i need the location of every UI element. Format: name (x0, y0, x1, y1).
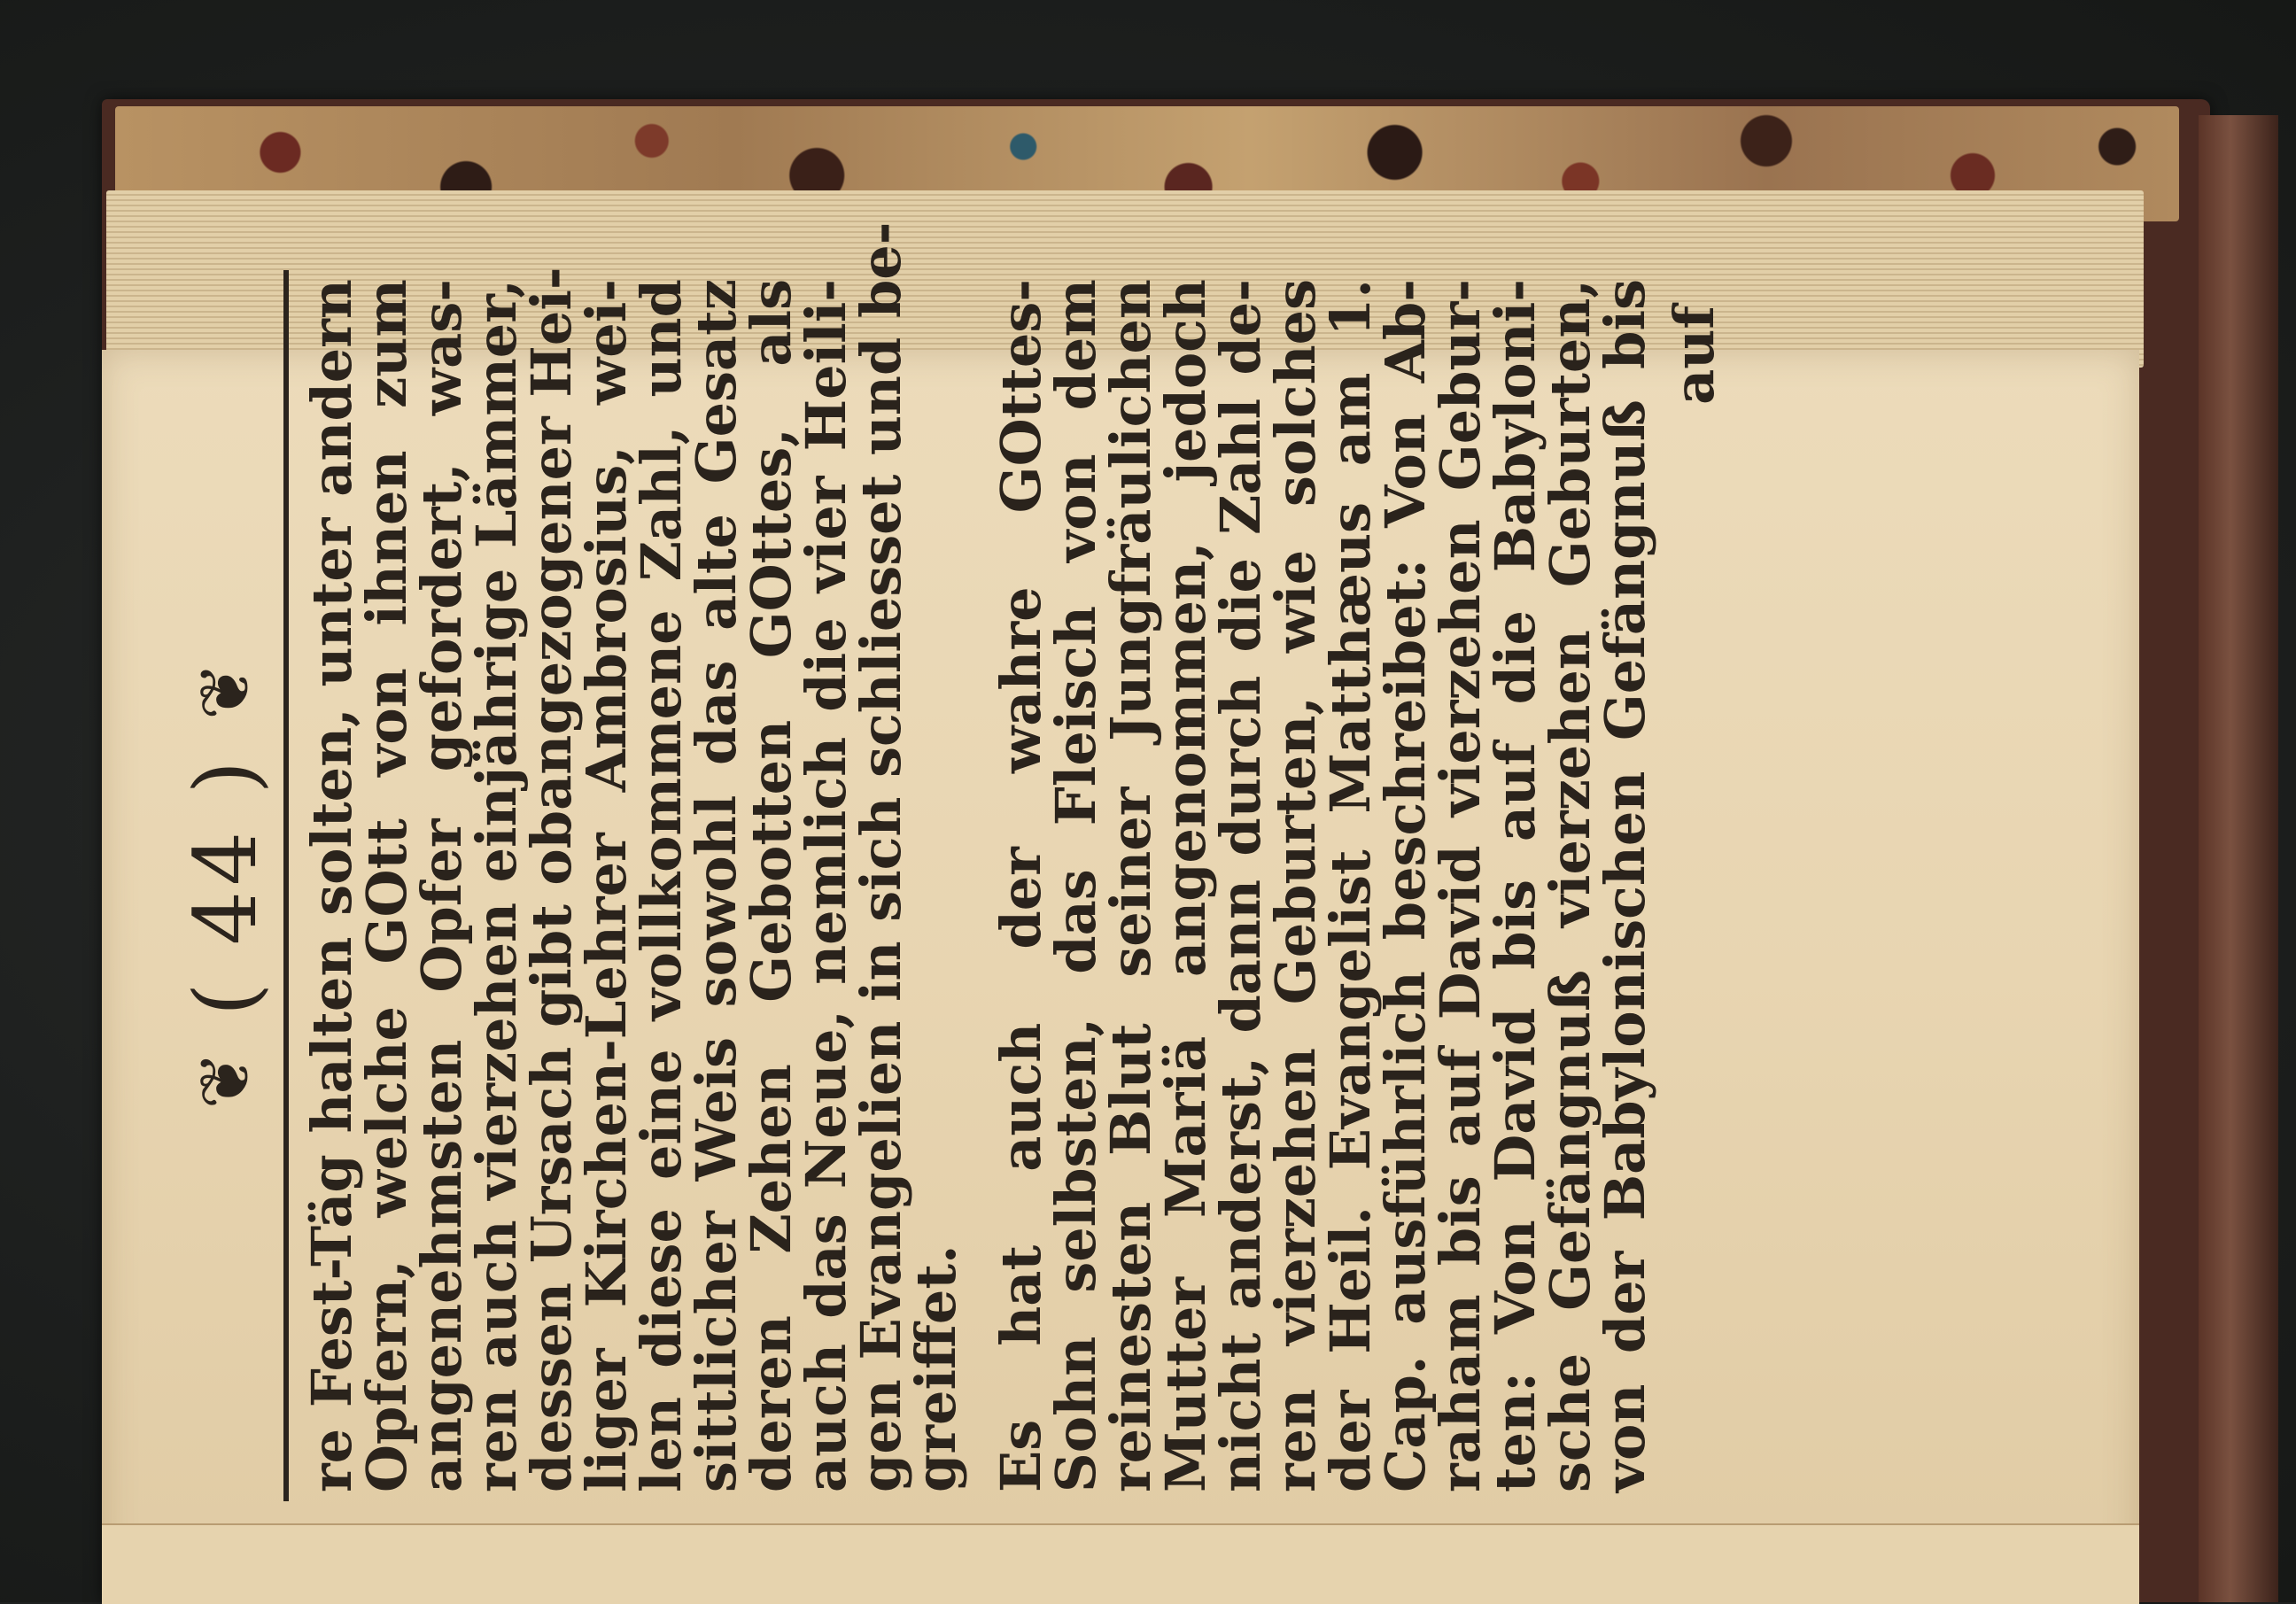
text-line: auch das Neue, nemlich die vier Heili- (794, 279, 858, 1492)
paragraph-1 (299, 221, 968, 1501)
facing-page-edge (102, 1523, 2139, 1604)
page-text-block (168, 221, 2117, 1501)
text-line: ren vierzehen Geburten, wie solches (1263, 279, 1328, 1492)
text-line: nicht anderst, dann durch die Zahl de- (1208, 279, 1273, 1492)
text-line: sche Gefängnuß vierzehen Geburten, (1538, 279, 1602, 1492)
ornament-right-icon: ❦ (186, 662, 266, 720)
book-spine (2199, 115, 2278, 1602)
text-line: sittlicher Weis sowohl das alte Gesatz (684, 279, 749, 1492)
text-line: von der Babylonischen Gefängnuß bis (1593, 279, 1657, 1492)
text-line: ten: Von David bis auf die Babyloni- (1483, 279, 1547, 1492)
text-line: len diese eine vollkommene Zahl, und (629, 279, 694, 1492)
text-line: Mutter Mariä angenommen, jedoch (1153, 279, 1218, 1492)
text-line: gen Evangelien in sich schliesset und be- (849, 221, 913, 1492)
text-line: reinesten Blut seiner Jungfräulichen (1098, 279, 1163, 1492)
text-line: greiffet. (904, 1244, 968, 1492)
text-line: Sohn selbsten, das Fleisch von dem (1043, 279, 1108, 1492)
text-line: der Heil. Evangelist Matthæus am 1. (1318, 279, 1383, 1492)
paragraph-2 (989, 270, 1657, 1501)
catchword: auf (1662, 306, 1726, 405)
ornament-left-icon: ❦ (186, 1051, 266, 1110)
page-number: ( 44 ) (176, 755, 275, 1017)
text-line: raham bis auf David vierzehen Gebur- (1428, 279, 1493, 1492)
text-line: ren auch vierzehen einjährige Lämmer, (464, 279, 529, 1492)
text-line: Es hat auch der wahre GOttes- (989, 279, 1053, 1492)
text-line: dessen Ursach gibt obangezogener Hei- (519, 267, 584, 1492)
text-line: re Fest-Täg halten solten, unter andern (299, 279, 364, 1492)
text-line: angenehmsten Opfer gefordert, was- (409, 279, 474, 1492)
page-header (168, 270, 289, 1501)
text-line: liger Kirchen-Lehrer Ambrosius, wei- (574, 279, 639, 1492)
text-line: Cap. ausführlich beschreibet: Von Ab- (1373, 279, 1438, 1492)
text-line: deren Zehen Gebotten GOttes, als (739, 279, 803, 1492)
text-line: Opfern, welche GOtt von ihnen zum (354, 279, 419, 1492)
